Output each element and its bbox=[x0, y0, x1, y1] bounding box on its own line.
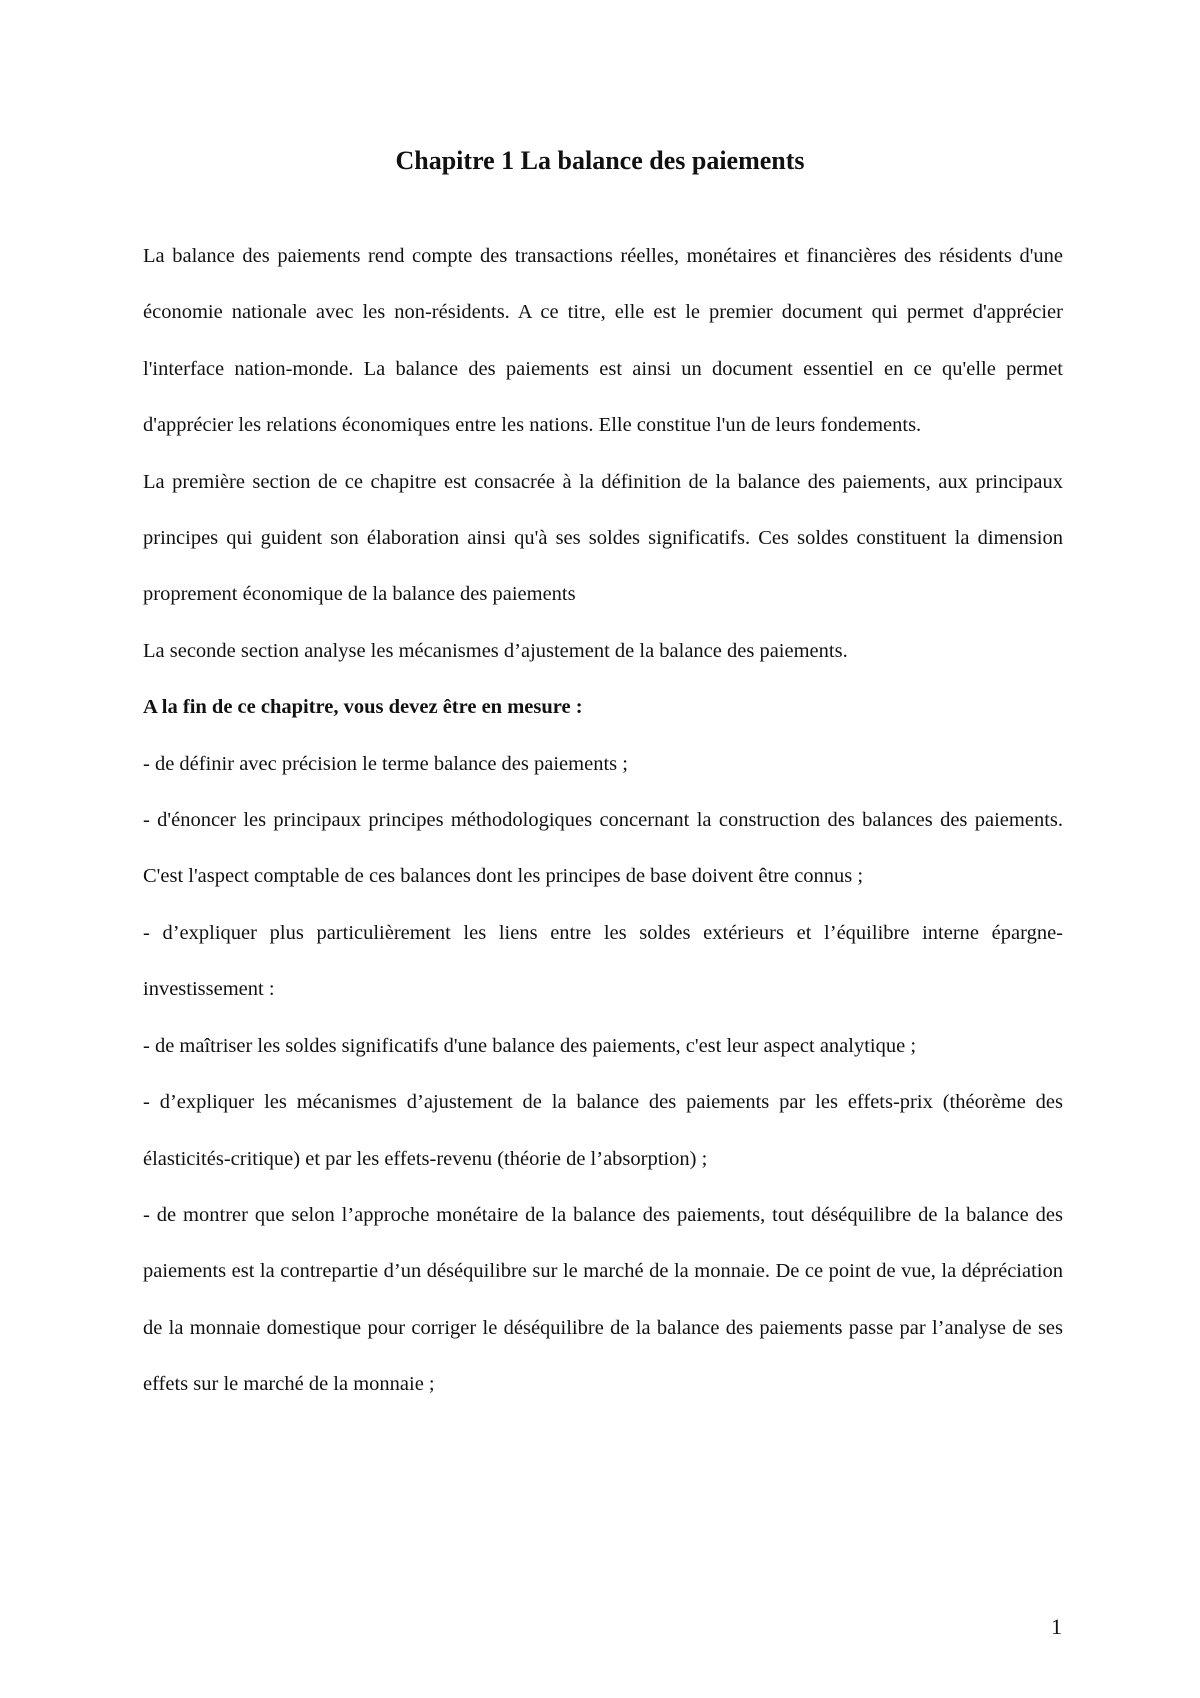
objectives-heading: A la fin de ce chapitre, vous devez être en mesure : bbox=[143, 696, 583, 719]
page-title: Chapitre 1 La balance des paiements bbox=[395, 146, 805, 175]
intro-paragraph: La balance des paiements rend compte des transactions réelles, monétaires et financières des résidents d'une économie nationale avec les non-résidents. A ce titre, elle est le premier document qui permet d'apprécier l'interface nation-monde. La balance des paiements est ainsi un document essentiel en ce qu'elle permet d'apprécier les relations économiques entre les nations. Elle constitue l'un de leurs fondements. bbox=[143, 245, 1063, 437]
page-number: 1 bbox=[1051, 1614, 1062, 1639]
section-one-paragraph: La première section de ce chapitre est consacrée à la définition de la balance des paiements, aux principaux principes qui guident son élaboration ainsi qu'à ses soldes significatifs. Ces soldes constituent la dimension proprement économique de la balance des paiements bbox=[143, 470, 1063, 606]
objective-item: - de définir avec précision le terme balance des paiements ; bbox=[143, 752, 628, 775]
document-body bbox=[143, 228, 1063, 1413]
objective-item: - d'énoncer les principaux principes méthodologiques concernant la construction des balances des paiements. C'est l'aspect comptable de ces balances dont les principes de base doivent être connus ; bbox=[143, 809, 1063, 888]
objective-item: - d’expliquer plus particulièrement les liens entre les soldes extérieurs et l’équilibre interne épargne-investissement : bbox=[143, 921, 1063, 1001]
objective-item: - de maîtriser les soldes significatifs d'une balance des paiements, c'est leur aspect analytique ; bbox=[143, 1034, 917, 1057]
objective-item: - de montrer que selon l’approche monétaire de la balance des paiements, tout déséquilibre de la balance des paiements est la contrepartie d’un déséquilibre sur le marché de la monnaie. De ce point de vue, la dépréciation de la monnaie domestique pour corriger le déséquilibre de la balance des paiements passe par l’analyse de ses effets sur le marché de la monnaie ; bbox=[143, 1203, 1063, 1396]
section-two-paragraph: La seconde section analyse les mécanismes d’ajustement de la balance des paiements. bbox=[143, 639, 848, 662]
objective-item: - d’expliquer les mécanismes d’ajustement de la balance des paiements par les effets-prix (théorème des élasticités-critique) et par les effets-revenu (théorie de l’absorption) ; bbox=[143, 1091, 1063, 1170]
